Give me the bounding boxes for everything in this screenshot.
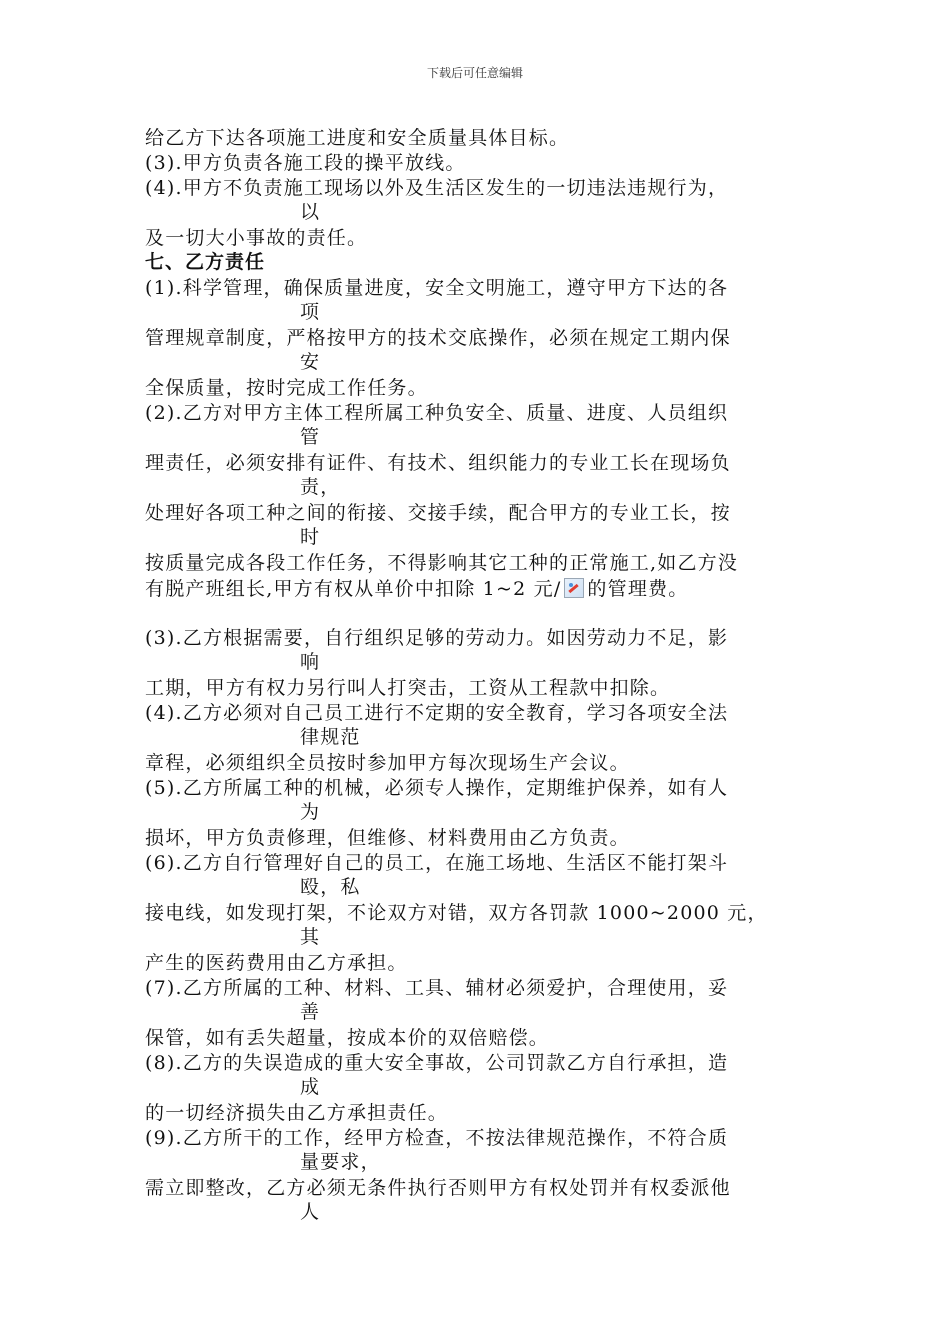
wrapped-fragment: 善	[300, 1001, 321, 1023]
wrapped-fragment: 人	[300, 1201, 321, 1223]
text-segment: 有脱产班组长,甲方有权从单价中扣除 1~2 元/	[145, 578, 562, 600]
text-line-with-image	[145, 577, 815, 601]
wrapped-fragment: 其	[300, 926, 321, 948]
text-line: 给乙方下达各项施工进度和安全质量具体目标。	[145, 127, 570, 149]
text-segment: 的管理费。	[587, 578, 689, 600]
wrapped-fragment: 责，	[300, 476, 341, 498]
text-line: (3).甲方负责各施工段的操平放线。	[145, 152, 466, 174]
text-line: (7).乙方所属的工种、材料、工具、辅材必须爱护，合理使用，妥	[145, 977, 729, 999]
text-line: 损坏，甲方负责修理，但维修、材料费用由乙方负责。	[145, 827, 630, 849]
text-line: 产生的医药费用由乙方承担。	[145, 952, 408, 974]
text-line: 及一切大小事故的责任。	[145, 227, 368, 249]
wrapped-fragment: 响	[300, 651, 321, 673]
text-line: (5).乙方所属工种的机械，必须专人操作，定期维护保养，如有人	[145, 777, 729, 799]
text-line: 的一切经济损失由乙方承担责任。	[145, 1102, 449, 1124]
text-line: 按质量完成各段工作任务，不得影响其它工种的正常施工,如乙方没	[145, 552, 739, 574]
text-line: (9).乙方所干的工作，经甲方检查，不按法律规范操作，不符合质	[145, 1127, 729, 1149]
text-line: 全保质量，按时完成工作任务。	[145, 377, 428, 399]
text-line: (8).乙方的失误造成的重大安全事故，公司罚款乙方自行承担，造	[145, 1052, 729, 1074]
wrapped-fragment: 殴，私	[300, 876, 361, 898]
text-line: 章程，必须组织全员按时参加甲方每次现场生产会议。	[145, 752, 630, 774]
text-line: (3).乙方根据需要，自行组织足够的劳动力。如因劳动力不足，影	[145, 627, 729, 649]
text-line: (4).乙方必须对自己员工进行不定期的安全教育，学习各项安全法	[145, 702, 729, 724]
text-line: (1).科学管理，确保质量进度，安全文明施工，遵守甲方下达的各	[145, 277, 729, 299]
wrapped-fragment: 时	[300, 526, 321, 548]
wrapped-fragment: 安	[300, 351, 321, 373]
text-line: 处理好各项工种之间的衔接、交接手续，配合甲方的专业工长，按	[145, 502, 731, 524]
text-line: 管理规章制度，严格按甲方的技术交底操作，必须在规定工期内保	[145, 327, 731, 349]
broken-image-icon	[564, 578, 584, 598]
text-line: (2).乙方对甲方主体工程所属工种负安全、质量、进度、人员组织	[145, 402, 729, 424]
page-header-note: 下载后可任意编辑	[426, 66, 523, 80]
wrapped-fragment: 管	[300, 426, 321, 448]
wrapped-fragment: 量要求，	[300, 1151, 381, 1173]
section-heading: 七、乙方责任	[145, 251, 266, 273]
text-line: 保管，如有丢失超量，按成本价的双倍赔偿。	[145, 1027, 550, 1049]
text-line: 理责任，必须安排有证件、有技术、组织能力的专业工长在现场负	[145, 452, 731, 474]
wrapped-fragment: 项	[300, 301, 321, 323]
text-line: 接电线，如发现打架，不论双方对错，双方各罚款 1000~2000 元，	[145, 902, 768, 924]
wrapped-fragment: 成	[300, 1076, 321, 1098]
text-line: 工期，甲方有权力另行叫人打突击，工资从工程款中扣除。	[145, 677, 671, 699]
text-line: (6).乙方自行管理好自己的员工，在施工场地、生活区不能打架斗	[145, 852, 729, 874]
text-line: 需立即整改，乙方必须无条件执行否则甲方有权处罚并有权委派他	[145, 1177, 731, 1199]
text-line: (4).甲方不负责施工现场以外及生活区发生的一切违法违规行为，	[145, 177, 729, 199]
wrapped-fragment: 律规范	[300, 726, 361, 748]
wrapped-fragment: 为	[300, 801, 321, 823]
wrapped-fragment: 以	[300, 201, 321, 223]
